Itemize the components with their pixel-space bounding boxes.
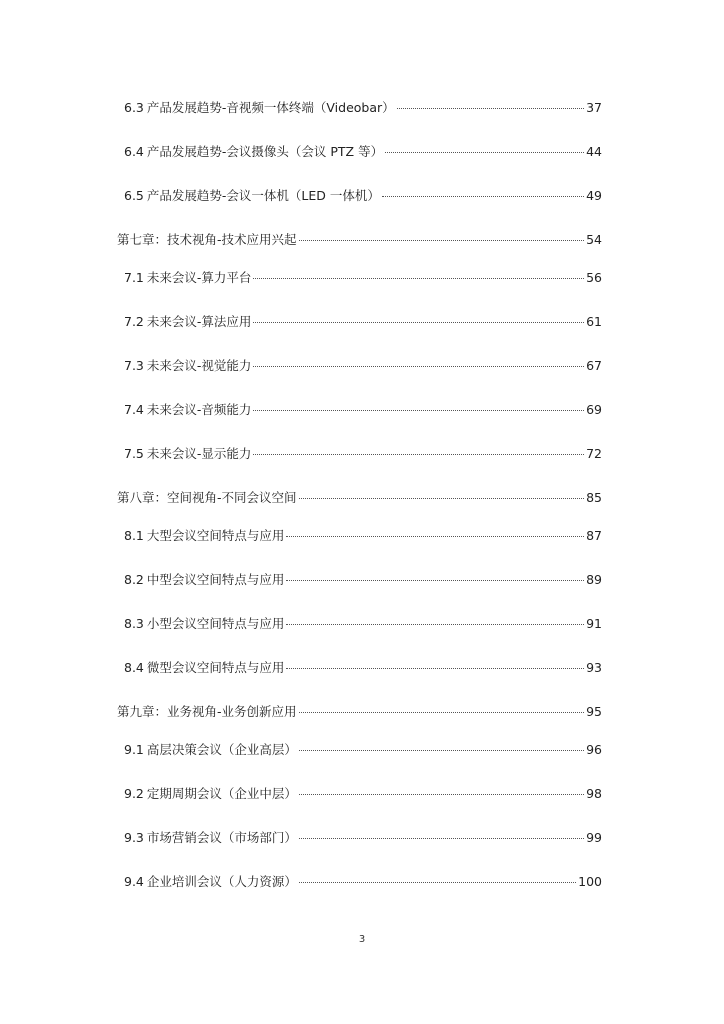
toc-leader-dots [286, 624, 584, 625]
toc-entry-title: 微型会议空间特点与应用 [146, 660, 285, 675]
toc-entry-number: 8.1 [124, 528, 144, 543]
toc-entry-page: 89 [586, 572, 602, 587]
toc-entry-number: 6.5 [124, 188, 144, 203]
toc-entry-title: 未来会议-显示能力 [146, 446, 252, 461]
toc-entry-number: 8.2 [124, 572, 144, 587]
toc-entry[interactable] [124, 144, 602, 160]
toc-entry-number: 9.3 [124, 830, 144, 845]
toc-entry-number: 7.2 [124, 314, 144, 329]
toc-chapter-title: 第九章：业务视角-业务创新应用 [117, 704, 297, 719]
toc-entry-page: 87 [586, 528, 602, 543]
toc-entry[interactable] [124, 100, 602, 116]
toc-leader-dots [253, 322, 584, 323]
toc-entry-page: 93 [586, 660, 602, 675]
toc-entry-number: 9.1 [124, 742, 144, 757]
toc-leader-dots [299, 794, 584, 795]
toc-leader-dots [253, 366, 584, 367]
toc-entry[interactable] [124, 874, 602, 890]
toc-entry-page: 69 [586, 402, 602, 417]
toc-entry-page: 44 [586, 144, 602, 159]
toc-entry[interactable] [124, 358, 602, 374]
toc-entry-page: 61 [586, 314, 602, 329]
toc-entry-number: 7.3 [124, 358, 144, 373]
toc-entry-number: 7.5 [124, 446, 144, 461]
page-number: 3 [358, 934, 366, 945]
toc-entry-title: 定期周期会议（企业中层） [146, 786, 297, 801]
toc-entry-title: 未来会议-算法应用 [146, 314, 252, 329]
toc-entry-number: 9.2 [124, 786, 144, 801]
toc-leader-dots [299, 750, 584, 751]
toc-entry[interactable] [124, 402, 602, 418]
toc-leader-dots [286, 668, 584, 669]
toc-entry-title: 产品发展趋势-会议一体机（LED 一体机） [146, 188, 380, 203]
toc-entry-page: 99 [586, 830, 602, 845]
toc-entry-page: 100 [578, 874, 602, 889]
toc-entry-title: 未来会议-算力平台 [146, 270, 252, 285]
toc-entry-page: 49 [586, 188, 602, 203]
toc-entry-title: 高层决策会议（企业高层） [146, 742, 297, 757]
toc-entry[interactable] [124, 616, 602, 632]
toc-chapter-entry[interactable] [117, 232, 602, 248]
toc-entry[interactable] [124, 314, 602, 330]
toc-entry[interactable] [124, 572, 602, 588]
toc-leader-dots [253, 410, 584, 411]
toc-entry[interactable] [124, 270, 602, 286]
toc-entry-number: 7.1 [124, 270, 144, 285]
toc-entry-page: 54 [586, 232, 602, 247]
toc-leader-dots [286, 580, 584, 581]
toc-entry-page: 91 [586, 616, 602, 631]
toc-entry-title: 未来会议-视觉能力 [146, 358, 252, 373]
toc-entry-page: 95 [586, 704, 602, 719]
toc-entry-number: 6.3 [124, 100, 144, 115]
toc-entry-page: 56 [586, 270, 602, 285]
toc-entry[interactable] [124, 830, 602, 846]
toc-entry-page: 37 [586, 100, 602, 115]
toc-entry[interactable] [124, 786, 602, 802]
toc-leader-dots [385, 152, 584, 153]
toc-entry-number: 8.4 [124, 660, 144, 675]
toc-entry-number: 6.4 [124, 144, 144, 159]
toc-entry[interactable] [124, 742, 602, 758]
toc-leader-dots [397, 108, 584, 109]
toc-entry-page: 67 [586, 358, 602, 373]
toc-entry-title: 小型会议空间特点与应用 [146, 616, 285, 631]
toc-entry-title: 产品发展趋势-会议摄像头（会议 PTZ 等） [146, 144, 384, 159]
toc-entry-title: 大型会议空间特点与应用 [146, 528, 285, 543]
toc-entry[interactable] [124, 188, 602, 204]
toc-entry[interactable] [124, 446, 602, 462]
toc-entry[interactable] [124, 660, 602, 676]
toc-entry-number: 9.4 [124, 874, 144, 889]
toc-entry-page: 96 [586, 742, 602, 757]
toc-entry-title: 市场营销会议（市场部门） [146, 830, 297, 845]
toc-entry-page: 98 [586, 786, 602, 801]
toc-leader-dots [253, 454, 584, 455]
toc-chapter-entry[interactable] [117, 704, 602, 720]
toc-entry-title: 企业培训会议（人力资源） [146, 874, 297, 889]
toc-leader-dots [299, 712, 585, 713]
toc-leader-dots [299, 498, 585, 499]
toc-leader-dots [382, 196, 584, 197]
toc-entry-page: 85 [586, 490, 602, 505]
toc-leader-dots [299, 838, 584, 839]
toc-chapter-title: 第八章：空间视角-不同会议空间 [117, 490, 297, 505]
toc-entry-title: 产品发展趋势-音视频一体终端（Videobar） [146, 100, 395, 115]
toc-leader-dots [299, 882, 576, 883]
toc-entry-title: 未来会议-音频能力 [146, 402, 252, 417]
toc-entry-number: 7.4 [124, 402, 144, 417]
toc-entry-number: 8.3 [124, 616, 144, 631]
toc-entry-page: 72 [586, 446, 602, 461]
toc-leader-dots [299, 240, 585, 241]
toc-chapter-title: 第七章：技术视角-技术应用兴起 [117, 232, 297, 247]
toc-leader-dots [253, 278, 584, 279]
toc-entry-title: 中型会议空间特点与应用 [146, 572, 285, 587]
toc-leader-dots [286, 536, 584, 537]
toc-entry[interactable] [124, 528, 602, 544]
toc-chapter-entry[interactable] [117, 490, 602, 506]
